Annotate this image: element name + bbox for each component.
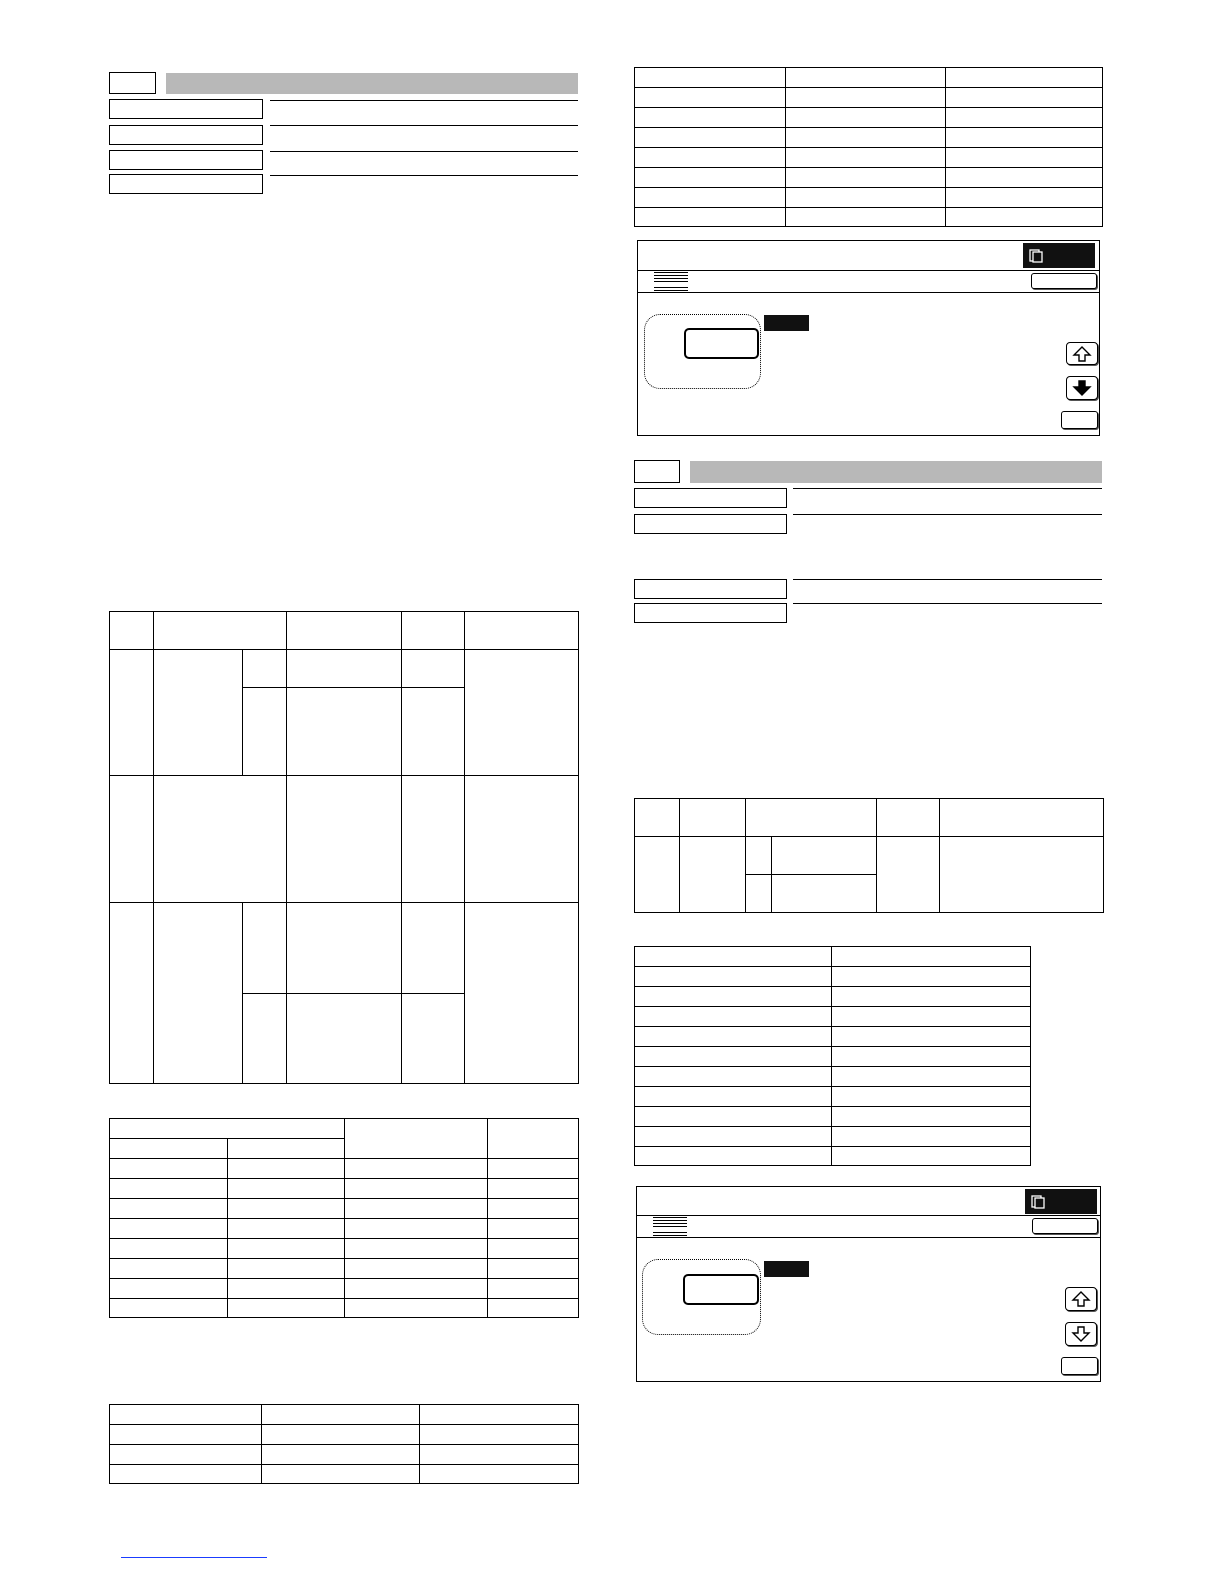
- header-cell: [680, 799, 746, 837]
- header-cell: [635, 68, 786, 88]
- table-cell: [786, 128, 946, 148]
- scroll-up-button[interactable]: [1066, 342, 1098, 365]
- menu-lines-icon: [654, 272, 688, 284]
- table-cell: [402, 776, 465, 903]
- table-cell: [287, 650, 402, 688]
- table-cell: [345, 1279, 488, 1299]
- header-cell: [877, 799, 940, 837]
- table-cell: [110, 1259, 228, 1279]
- table-cell: [946, 88, 1103, 108]
- table-cell: [635, 967, 832, 987]
- table-cell: [832, 1147, 1031, 1166]
- table-cell: [786, 88, 946, 108]
- field-rule-8: [793, 603, 1102, 604]
- table-cell: [465, 650, 579, 776]
- header-cell: [228, 1139, 345, 1159]
- simulation-screen-1: [637, 240, 1100, 436]
- status-chip: [764, 1261, 809, 1277]
- header-cell: [635, 799, 680, 837]
- table-cell: [635, 1127, 832, 1147]
- table-cell: [635, 168, 786, 188]
- panel-subheader-separator: [638, 292, 1099, 293]
- table-cell: [345, 1299, 488, 1318]
- header-cell: [110, 1139, 228, 1159]
- table-cell: [488, 1179, 579, 1199]
- table-cell: [832, 1047, 1031, 1067]
- table-cell: [110, 1239, 228, 1259]
- table-cell: [946, 148, 1103, 168]
- table-cell: [228, 1299, 345, 1318]
- table-cell: [488, 1299, 579, 1318]
- field-rule-3: [270, 151, 578, 152]
- header-cell: [345, 1119, 488, 1159]
- table-cell: [420, 1425, 579, 1445]
- table-cell: [635, 987, 832, 1007]
- table-cell: [287, 776, 402, 903]
- copy-icon: [1029, 249, 1043, 263]
- section-number-box-1: [109, 72, 156, 94]
- table-cell: [110, 1445, 262, 1465]
- table-cell: [228, 1179, 345, 1199]
- table-cell: [228, 1259, 345, 1279]
- table-cell: [243, 994, 287, 1084]
- footer-link[interactable]: [121, 1557, 267, 1558]
- header-cell: [465, 612, 579, 650]
- table-cell: [946, 188, 1103, 208]
- table-cell: [228, 1279, 345, 1299]
- field-label-box-5: [634, 488, 787, 508]
- table-cell: [110, 1465, 262, 1484]
- copy-icon: [1031, 1195, 1045, 1209]
- header-cell: [946, 68, 1103, 88]
- table-cell: [746, 875, 772, 913]
- header-cell: [940, 799, 1104, 837]
- table-cell: [110, 1425, 262, 1445]
- table-cell: [635, 108, 786, 128]
- table-cell: [946, 208, 1103, 227]
- table-cell: [746, 837, 772, 875]
- table-cell: [488, 1219, 579, 1239]
- table-cell: [228, 1219, 345, 1239]
- field-rule-2: [270, 125, 578, 126]
- table-cell: [635, 837, 680, 913]
- table-cell: [262, 1465, 420, 1484]
- table-cell: [110, 1279, 228, 1299]
- table-cell: [772, 837, 877, 875]
- panel-ok-button[interactable]: [1061, 1357, 1098, 1375]
- header-cell: [488, 1119, 579, 1159]
- table-cell: [110, 1179, 228, 1199]
- table-cell: [228, 1159, 345, 1179]
- table-cell: [877, 837, 940, 913]
- table-cell: [488, 1239, 579, 1259]
- table-cell: [635, 208, 786, 227]
- scroll-down-button[interactable]: [1065, 1322, 1097, 1346]
- status-chip: [764, 315, 809, 331]
- field-label-box-8: [634, 603, 787, 623]
- table-cell: [946, 108, 1103, 128]
- scroll-down-button[interactable]: [1066, 376, 1098, 400]
- table-cell: [243, 650, 287, 688]
- arrow-up-icon: [1072, 346, 1092, 362]
- data-table-right-2: [634, 946, 1031, 1166]
- header-cell: [635, 947, 832, 967]
- field-rule-6: [793, 514, 1102, 515]
- spec-table-left: [109, 611, 579, 1084]
- value-display-button[interactable]: [683, 1274, 759, 1305]
- table-cell: [635, 188, 786, 208]
- table-cell: [772, 875, 877, 913]
- field-label-box-1: [109, 99, 263, 119]
- table-cell: [488, 1199, 579, 1219]
- arrow-down-icon: [1072, 380, 1092, 396]
- table-cell: [110, 1199, 228, 1219]
- table-cell: [635, 1147, 832, 1166]
- section-number-box-2: [634, 460, 680, 483]
- field-rule-4: [270, 175, 578, 176]
- table-cell: [786, 108, 946, 128]
- header-cell: [110, 612, 154, 650]
- table-cell: [940, 837, 1104, 913]
- table-cell: [680, 837, 746, 913]
- table-cell: [635, 1087, 832, 1107]
- table-cell: [635, 88, 786, 108]
- scroll-up-button[interactable]: [1065, 1287, 1097, 1311]
- table-cell: [786, 168, 946, 188]
- table-cell: [402, 994, 465, 1084]
- table-cell: [243, 688, 287, 776]
- field-label-box-4: [109, 174, 263, 194]
- table-cell: [832, 1007, 1031, 1027]
- table-cell: [420, 1465, 579, 1484]
- table-cell: [832, 1027, 1031, 1047]
- table-cell: [635, 128, 786, 148]
- table-cell: [635, 1107, 832, 1127]
- table-cell: [110, 650, 154, 776]
- header-cell: [746, 799, 877, 837]
- table-cell: [635, 1027, 832, 1047]
- table-cell: [262, 1445, 420, 1465]
- table-cell: [243, 903, 287, 994]
- table-cell: [345, 1239, 488, 1259]
- header-cell: [154, 612, 287, 650]
- value-display-button[interactable]: [684, 328, 759, 359]
- table-cell: [402, 650, 465, 688]
- panel-header-separator: [638, 270, 1099, 271]
- table-cell: [946, 168, 1103, 188]
- table-cell: [110, 776, 154, 903]
- table-cell: [287, 994, 402, 1084]
- table-cell: [287, 688, 402, 776]
- field-rule-7: [793, 579, 1102, 580]
- table-cell: [402, 903, 465, 994]
- table-cell: [345, 1219, 488, 1239]
- table-cell: [635, 1047, 832, 1067]
- table-cell: [110, 1159, 228, 1179]
- table-cell: [345, 1179, 488, 1199]
- table-cell: [110, 1299, 228, 1318]
- table-cell: [786, 148, 946, 168]
- data-table-left-3: [109, 1404, 579, 1484]
- table-cell: [420, 1445, 579, 1465]
- field-label-box-6: [634, 514, 787, 534]
- table-cell: [262, 1425, 420, 1445]
- field-rule-5: [793, 488, 1102, 489]
- table-cell: [786, 188, 946, 208]
- table-cell: [154, 650, 243, 776]
- header-cell: [402, 612, 465, 650]
- table-cell: [832, 1107, 1031, 1127]
- table-cell: [832, 987, 1031, 1007]
- table-cell: [345, 1199, 488, 1219]
- table-cell: [832, 1127, 1031, 1147]
- table-cell: [228, 1199, 345, 1219]
- header-cell: [420, 1405, 579, 1425]
- section-title-band-2: [690, 461, 1102, 483]
- table-cell: [465, 903, 579, 1084]
- table-cell: [287, 903, 402, 994]
- table-cell: [228, 1239, 345, 1259]
- field-rule-1: [270, 100, 578, 101]
- table-cell: [946, 128, 1103, 148]
- panel-subheader-separator: [637, 1237, 1100, 1238]
- spec-table-right: [634, 798, 1104, 913]
- table-cell: [110, 1219, 228, 1239]
- table-cell: [110, 903, 154, 1084]
- table-cell: [345, 1159, 488, 1179]
- panel-header-button[interactable]: [1032, 1218, 1098, 1234]
- arrow-down-icon: [1071, 1326, 1091, 1342]
- arrow-up-icon: [1071, 1291, 1091, 1307]
- table-cell: [154, 776, 287, 903]
- table-cell: [832, 1087, 1031, 1107]
- table-cell: [488, 1259, 579, 1279]
- simulation-screen-2: [636, 1186, 1101, 1382]
- field-label-box-2: [109, 125, 263, 145]
- table-cell: [832, 967, 1031, 987]
- field-label-box-3: [109, 150, 263, 170]
- table-cell: [154, 903, 243, 1084]
- header-cell: [786, 68, 946, 88]
- copy-mode-badge: [1023, 243, 1095, 268]
- panel-ok-button[interactable]: [1061, 411, 1098, 429]
- header-cell: [110, 1119, 345, 1139]
- panel-header-button[interactable]: [1031, 273, 1097, 289]
- header-cell: [262, 1405, 420, 1425]
- table-cell: [345, 1259, 488, 1279]
- table-cell: [402, 688, 465, 776]
- table-cell: [635, 1067, 832, 1087]
- table-cell: [635, 148, 786, 168]
- table-cell: [488, 1279, 579, 1299]
- menu-lines-icon: [654, 287, 688, 293]
- header-cell: [832, 947, 1031, 967]
- menu-lines-icon: [653, 1217, 687, 1229]
- table-cell: [635, 1007, 832, 1027]
- panel-header-separator: [637, 1215, 1100, 1216]
- field-label-box-7: [634, 579, 787, 599]
- table-cell: [832, 1067, 1031, 1087]
- header-cell: [110, 1405, 262, 1425]
- header-cell: [287, 612, 402, 650]
- table-cell: [786, 208, 946, 227]
- data-table-right-1: [634, 67, 1103, 227]
- section-title-band-1: [166, 73, 578, 94]
- menu-lines-icon: [653, 1232, 687, 1238]
- table-cell: [465, 776, 579, 903]
- table-cell: [488, 1159, 579, 1179]
- copy-mode-badge: [1025, 1189, 1097, 1214]
- data-table-left-2: [109, 1118, 579, 1318]
